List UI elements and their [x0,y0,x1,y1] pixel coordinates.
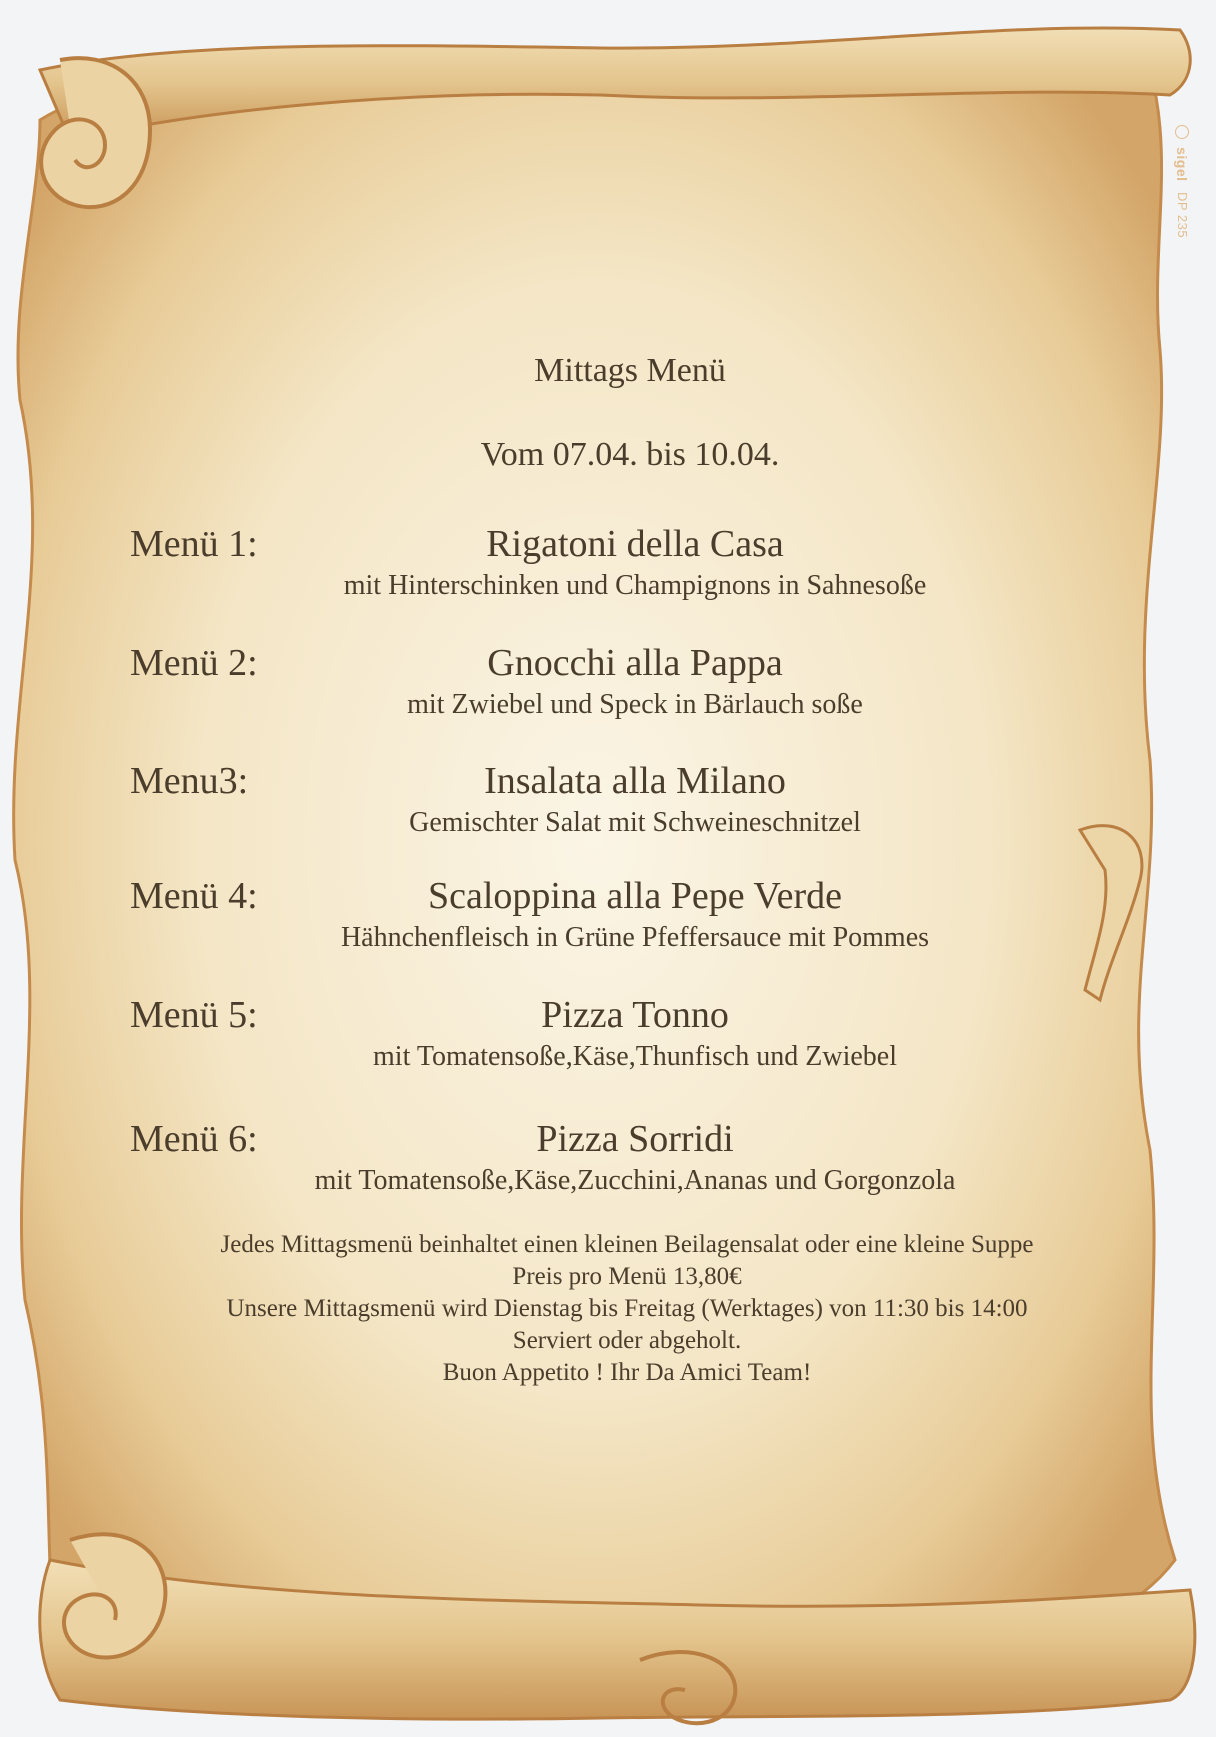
menu-item-description: mit Hinterschinken und Champignons in Sahnesoße [343,570,927,601]
menu-item-label: Menu3: [130,760,249,802]
menu-item [0,874,1216,974]
menu-item-dish: Gnocchi alla Pappa [487,642,783,684]
menu-date-range: Vom 07.04. bis 10.04. [480,436,780,473]
menu-footer [0,1229,1216,1389]
menu-item-label: Menü 1: [130,523,258,565]
footer-signoff: Buon Appetito ! Ihr Da Amici Team! [442,1359,812,1386]
menu-item-description: mit Tomatensoße,Käse,Thunfisch und Zwiebel [373,1041,897,1072]
watermark-code: DP 235 [1175,191,1190,238]
watermark-brand: sigel [1174,147,1190,182]
menu-item [0,522,1216,622]
menu-item-label: Menü 4: [130,875,258,917]
footer-service-mode: Serviert oder abgeholt. [512,1327,742,1354]
footer-side-dish-note: Jedes Mittagsmenü beinhaltet einen kleinen Beilagensalat oder eine kleine Suppe [220,1231,1034,1258]
menu-item [0,993,1216,1093]
menu-item-label: Menü 2: [130,642,258,684]
menu-item-dish: Pizza Sorridi [536,1118,734,1160]
menu-item-description: Gemischter Salat mit Schweineschnitzel [409,807,861,838]
menu-item-dish: Pizza Tonno [541,994,729,1036]
menu-item-label: Menü 6: [130,1118,258,1160]
footer-service-hours: Unsere Mittagsmenü wird Dienstag bis Freitag (Werktages) von 11:30 bis 14:00 [226,1295,1028,1322]
menu-item-description: mit Tomatensoße,Käse,Zucchini,Ananas und Gorgonzola [314,1165,956,1196]
footer-price: Preis pro Menü 13,80€ [512,1263,742,1290]
menu-item-dish: Scaloppina alla Pepe Verde [428,875,842,917]
menu-item [0,1117,1216,1217]
menu-item-description: Hähnchenfleisch in Grüne Pfeffersauce mit Pommes [340,922,930,953]
menu-title: Mittags Menü [534,352,726,389]
menu-item-dish: Rigatoni della Casa [486,523,784,565]
menu-item-label: Menü 5: [130,994,258,1036]
menu-item-description: mit Zwiebel und Speck in Bärlauch soße [407,689,863,720]
menu-item [0,641,1216,741]
menu-item [0,759,1216,859]
menu-item-dish: Insalata alla Milano [484,760,786,802]
